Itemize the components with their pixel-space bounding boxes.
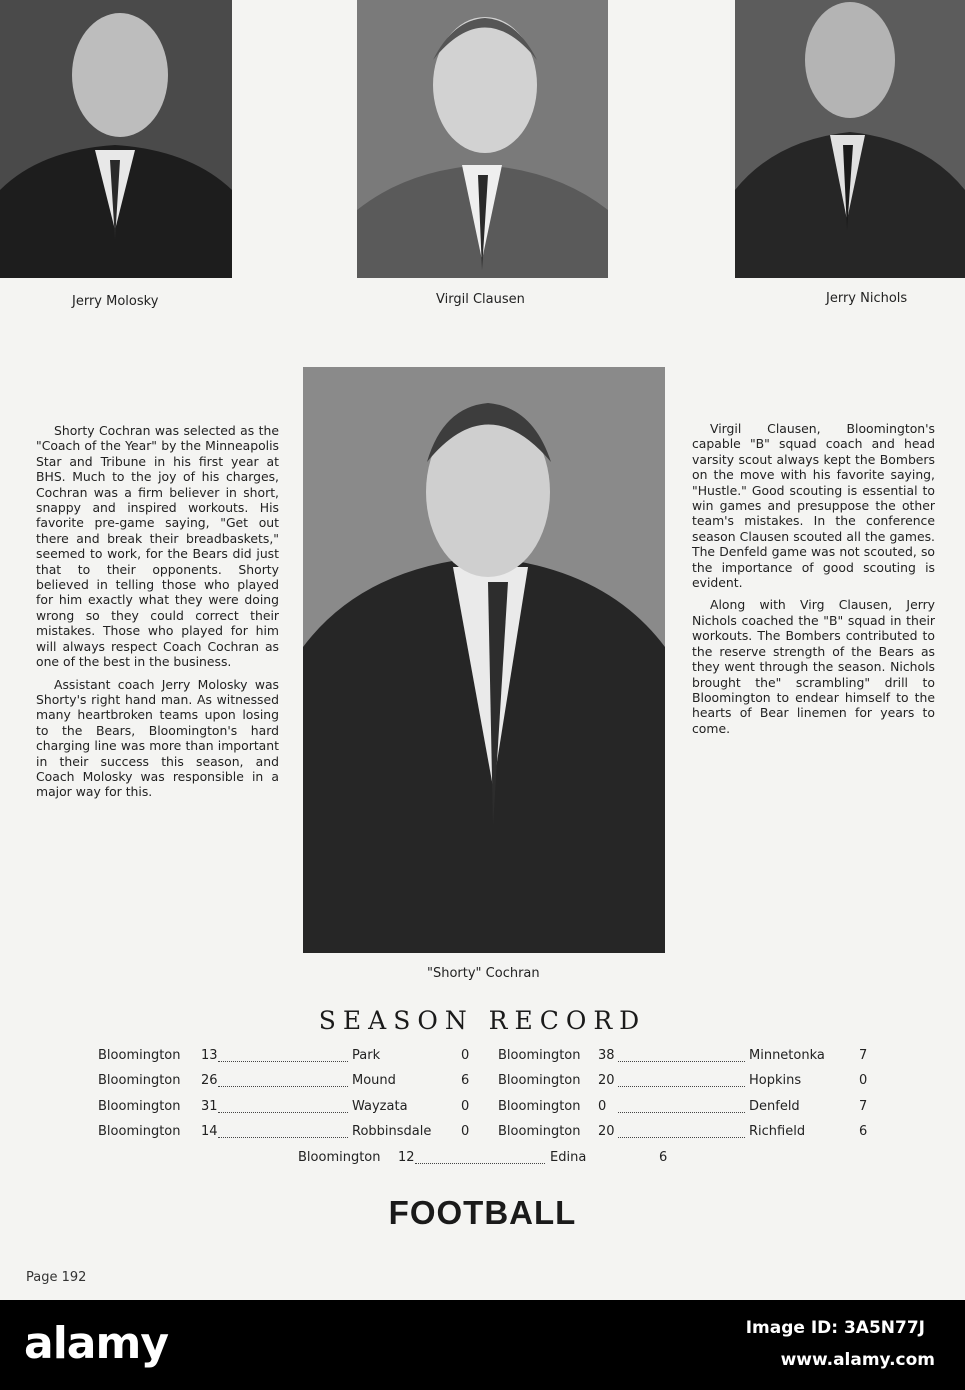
- right-text-column: [692, 421, 935, 743]
- record-opp-score: 0: [461, 1099, 470, 1114]
- record-score: 20: [598, 1073, 615, 1088]
- record-team: Bloomington: [498, 1048, 581, 1063]
- record-opponent: Hopkins: [749, 1073, 802, 1088]
- record-dots: [618, 1111, 745, 1113]
- record-dots: [218, 1111, 348, 1113]
- record-team: Bloomington: [98, 1099, 181, 1114]
- record-team: Bloomington: [498, 1124, 581, 1139]
- record-opp-score: 7: [859, 1099, 868, 1114]
- record-score: 14: [201, 1124, 218, 1139]
- record-opponent: Denfeld: [749, 1099, 800, 1114]
- caption-jerry-nichols: Jerry Nichols: [826, 291, 908, 306]
- football-heading: FOOTBALL: [388, 1194, 577, 1231]
- record-team: Bloomington: [298, 1150, 381, 1165]
- photo-jerry-molosky: [0, 0, 232, 278]
- record-dots: [618, 1136, 745, 1138]
- record-score: 0: [598, 1099, 607, 1114]
- season-record-title: SEASON RECORD: [318, 1006, 647, 1035]
- record-score: 12: [398, 1150, 415, 1165]
- record-team: Bloomington: [498, 1073, 581, 1088]
- record-opponent: Minnetonka: [749, 1048, 825, 1063]
- stock-url: www.alamy.com: [780, 1350, 935, 1370]
- record-opp-score: 0: [859, 1073, 868, 1088]
- record-opp-score: 6: [859, 1124, 868, 1139]
- record-dots: [218, 1060, 348, 1062]
- record-opp-score: 6: [659, 1150, 668, 1165]
- right-paragraph-1: Virgil Clausen, Bloomington's capable "B" squad coach and head varsity scout always kept the Bombers on the move with his favorite saying, "Hustle." Good scouting is essential to win games and presuppose the other team's mistakes. In the conference season Clausen scouted all the games. The Denfeld game was not scouted, so the importance of good scouting is evident.: [692, 421, 935, 591]
- record-team: Bloomington: [98, 1124, 181, 1139]
- record-dots: [618, 1085, 745, 1087]
- record-team: Bloomington: [498, 1099, 581, 1114]
- right-paragraph-2: Along with Virg Clausen, Jerry Nichols coached the "B" squad in their workouts. The Bombers contributed to the reserve strength of the Bears as they went through the season. Nichols brought the" scrambling" drill to Bloomington to endear himself to the hearts of Bear linemen for years to come.: [692, 597, 935, 736]
- record-score: 31: [201, 1099, 218, 1114]
- left-paragraph-1: Shorty Cochran was selected as the "Coach of the Year" by the Minneapolis Star and Tribune in his first year at BHS. Much to the joy of his charges, Cochran was a firm believer in short, snappy and inspired workouts. His favorite pre-game saying, "Get out there and break their breadbaskets," seemed to work, for the Bears did just that to their opponents. Shorty believed in telling those who played for him exactly what they were doing wrong so they could correct their mistakes. Those who played for him will always respect Coach Cochran as one of the best in the business.: [36, 423, 279, 670]
- record-score: 13: [201, 1048, 218, 1063]
- alamy-logo: alamy: [24, 1318, 168, 1369]
- record-opponent: Park: [352, 1048, 381, 1063]
- record-opp-score: 7: [859, 1048, 868, 1063]
- record-score: 26: [201, 1073, 218, 1088]
- record-opp-score: 6: [461, 1073, 470, 1088]
- caption-virgil-clausen: Virgil Clausen: [436, 292, 525, 307]
- record-dots: [415, 1162, 545, 1164]
- page-number: Page 192: [26, 1270, 87, 1285]
- photo-shorty-cochran: [303, 367, 665, 953]
- caption-jerry-molosky: Jerry Molosky: [72, 294, 159, 309]
- caption-shorty-cochran: "Shorty" Cochran: [427, 966, 540, 981]
- stock-banner: [0, 1300, 965, 1390]
- photo-virgil-clausen: [357, 0, 608, 278]
- record-opponent: Richfield: [749, 1124, 806, 1139]
- record-dots: [218, 1136, 348, 1138]
- record-opponent: Edina: [550, 1150, 587, 1165]
- photo-jerry-nichols: [735, 0, 965, 278]
- record-dots: [218, 1085, 348, 1087]
- record-dots: [618, 1060, 745, 1062]
- record-score: 38: [598, 1048, 615, 1063]
- record-opp-score: 0: [461, 1048, 470, 1063]
- record-opponent: Wayzata: [352, 1099, 408, 1114]
- image-id: Image ID: 3A5N77J: [745, 1318, 925, 1338]
- left-paragraph-2: Assistant coach Jerry Molosky was Shorty's right hand man. As witnessed many heartbroken teams upon losing to the Bears, Bloomington's hard charging line was more than important in their success this season, and Coach Molosky was responsible in a major way for this.: [36, 676, 279, 800]
- record-opponent: Mound: [352, 1073, 396, 1088]
- record-opponent: Robbinsdale: [352, 1124, 432, 1139]
- record-team: Bloomington: [98, 1048, 181, 1063]
- record-opp-score: 0: [461, 1124, 470, 1139]
- record-score: 20: [598, 1124, 615, 1139]
- record-team: Bloomington: [98, 1073, 181, 1088]
- left-text-column: [36, 423, 279, 807]
